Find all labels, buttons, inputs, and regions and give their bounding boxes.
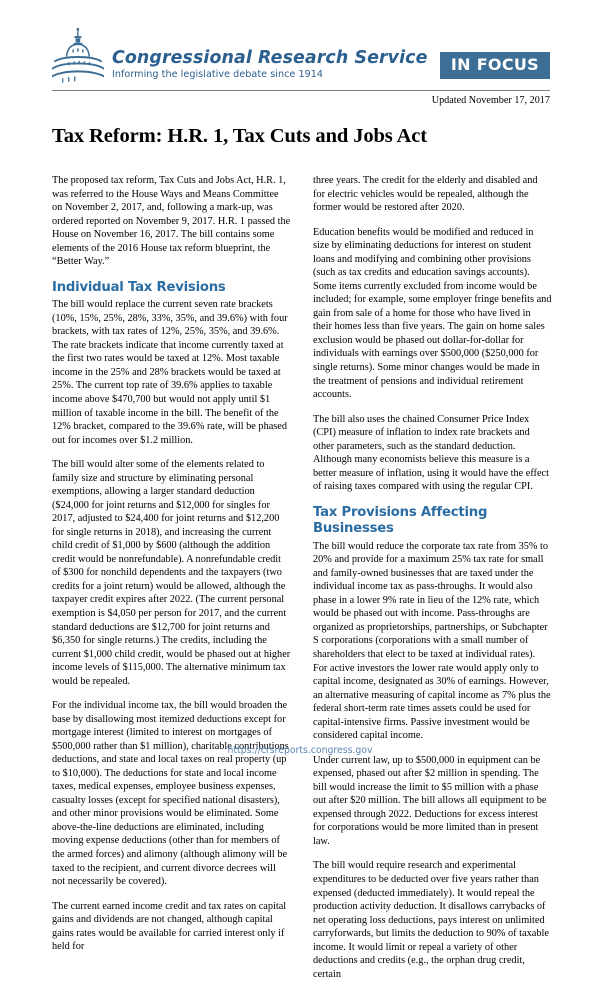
paragraph: The bill would require research and experimental expenditures to be deducted over five years rather than expensed (deducted immediately). It would repeal the production activity deduction. It disallows carrybacks of net operating loss deductions, pays interest on unlimited carryforwards, but limits the deduction to 90% of taxable income. It would limit or repeal a variety of other deductions and credits (e.g., the orphan drug credit, certain [313, 860, 549, 980]
paragraph: The bill would alter some of the elements related to family size and structure by eliminating personal exemptions, allowing a larger standard deduction ($24,000 for joint returns and $12,000 for singles for 2017, adjusted to $24,400 for joint returns and $12,200 for single returns in 2018), and increasing the current child credit of $1,000 by $600 (although the addition credit would be nonrefundable). A nonrefundable credit of $300 for nonchild dependents and the taxpayers (two credits for a joint return) would be allowed, although the taxpayer credit expires after 2022. (The current personal exemption is $4,050 per person for 2017, and the current standard deductions are $12,700 for joint returns and $6,350 for single returns.) The credits, including the current $1,000 child credit, would be phased out at higher income levels of $115,000. The alternative minimum tax would be repealed. [52, 459, 291, 687]
brand-text-block [112, 49, 427, 86]
updated-dateline: Updated November 17, 2017 [431, 95, 550, 106]
paragraph: For the individual income tax, the bill would broaden the base by disallowing most itemized deductions except for mortgage interest (limited to interest on mortgages of $500,000 rather than $1 million), charitable contributions deductions, and state and local taxes on real property (up to $10,000). The deductions for state and local income taxes, medical expenses, employee business expenses, casualty losses (except for specified national disasters), and other minor provisions would be eliminated. Some above-the-line deductions are eliminated, including moving expense deductions (other than for members of the armed forces) and alimony (although alimony will be taxed to the recipient, and current divorce decrees will not necessarily be covered). [52, 700, 289, 888]
page-footer [0, 740, 600, 758]
paragraph: The current earned income credit and tax rates on capital gains and dividends are not changed, although capital gains rates would be available for carried interest only if held for [52, 900, 287, 953]
section-heading-individual-tax-revisions: Individual Tax Revisions [52, 279, 226, 295]
crs-brand [52, 28, 427, 86]
body-columns [0, 162, 600, 992]
paragraph: The bill also uses the chained Consumer Price Index (CPI) measure of inflation to index rate brackets and other parameters, such as the standard deduction. Although many economists believe this measure is a better measure of inflation, using it would have the effect of raising taxes compared with using the regular CPI. [313, 413, 549, 493]
masthead [0, 0, 600, 86]
organization-tagline: Informing the legislative debate since 1914 [112, 68, 324, 80]
paragraph: three years. The credit for the elderly and disabled and for electric vehicles would be repealed, although the former would be restored after 2020. [313, 175, 538, 214]
paragraph: Under current law, up to $500,000 in equipment can be expensed, phased out after $2 million in spending. The bill would increase the limit to $5 million with a phase out after $20 million. The bill allows all equipment to be expensed through 2022. Deductions for excess interest for corporations would be more limited than in present law. [313, 754, 547, 847]
right-column [313, 174, 552, 992]
crsreports-link[interactable]: https://crsreports.congress.gov [227, 745, 373, 756]
section-heading-tax-provisions-affecting-businesses: Tax Provisions Affecting Businesses [313, 504, 488, 537]
in-focus-badge: IN FOCUS [440, 52, 550, 79]
left-column [52, 174, 291, 992]
organization-name: Congressional Research Service [112, 48, 428, 69]
paragraph: The bill would replace the current seven rate brackets (10%, 15%, 25%, 28%, 33%, 35%, and 39.6%) with four brackets, with tax rates of 12%, 25%, 35%, and 39.6%. The rate brackets indicate that income currently taxed at the first two rates would be taxed at 12%. Most taxable income in the 25% and 28% brackets would be taxed at 25%. The current top rate of 39.6% applies to taxable income above $470,700 but would not apply until $1 million of taxable income in the bill. The benefit of the 12% bracket, compared to the 39.6% rate, will be phased out for incomes over $1.2 million. [52, 299, 288, 446]
capitol-dome-icon [52, 28, 104, 86]
paragraph: Education benefits would be modified and reduced in size by eliminating deductions for interest on student loans and modifying and combining other provisions (such as tax credits and education savings accounts). Some items currently excluded from income would be included; for example, some employer fringe benefits and gain from sale of a home for those who have lived in their homes less than five years. The gain on home sales exclusion would be phased out dollar-for-dollar for individuals with earnings over $500,000 ($250,000 for single returns). Some minor changes would be made in the treatment of pensions and individual retirement accounts. [313, 226, 552, 401]
paragraph: The bill would reduce the corporate tax rate from 35% to 20% and provide for a maximum 25% tax rate for small and family-owned businesses that are taxed under the individual income tax as pass-throughs. It would also phase in a lower 9% rate in lieu of the 12% rate, which would be phased out with income. Pass-throughs are organized as proprietorships, partnerships, or Subchapter S corporations (corporations with a small number of shareholders that elect to be taxed at individual rates). For active investors the lower rate would apply only to capital income, designated as 30% of earnings. However, an alternative measuring of capital income as 7% plus the federal short-term rate times assets could be used for capital-intensive firms. Passive investment would be considered capital income. [313, 540, 551, 742]
page-title: Tax Reform: H.R. 1, Tax Cuts and Jobs Act [52, 124, 428, 147]
intro-paragraph: The proposed tax reform, Tax Cuts and Jobs Act, H.R. 1, was referred to the House Ways and Means Committee on November 2, 2017, and, following a mark-up, was ordered reported on November 9, 2017. H.R. 1 passed the House on November 16, 2017. The bill contains some elements of the 2016 House tax reform blueprint, the “Better Way.” [52, 175, 291, 268]
